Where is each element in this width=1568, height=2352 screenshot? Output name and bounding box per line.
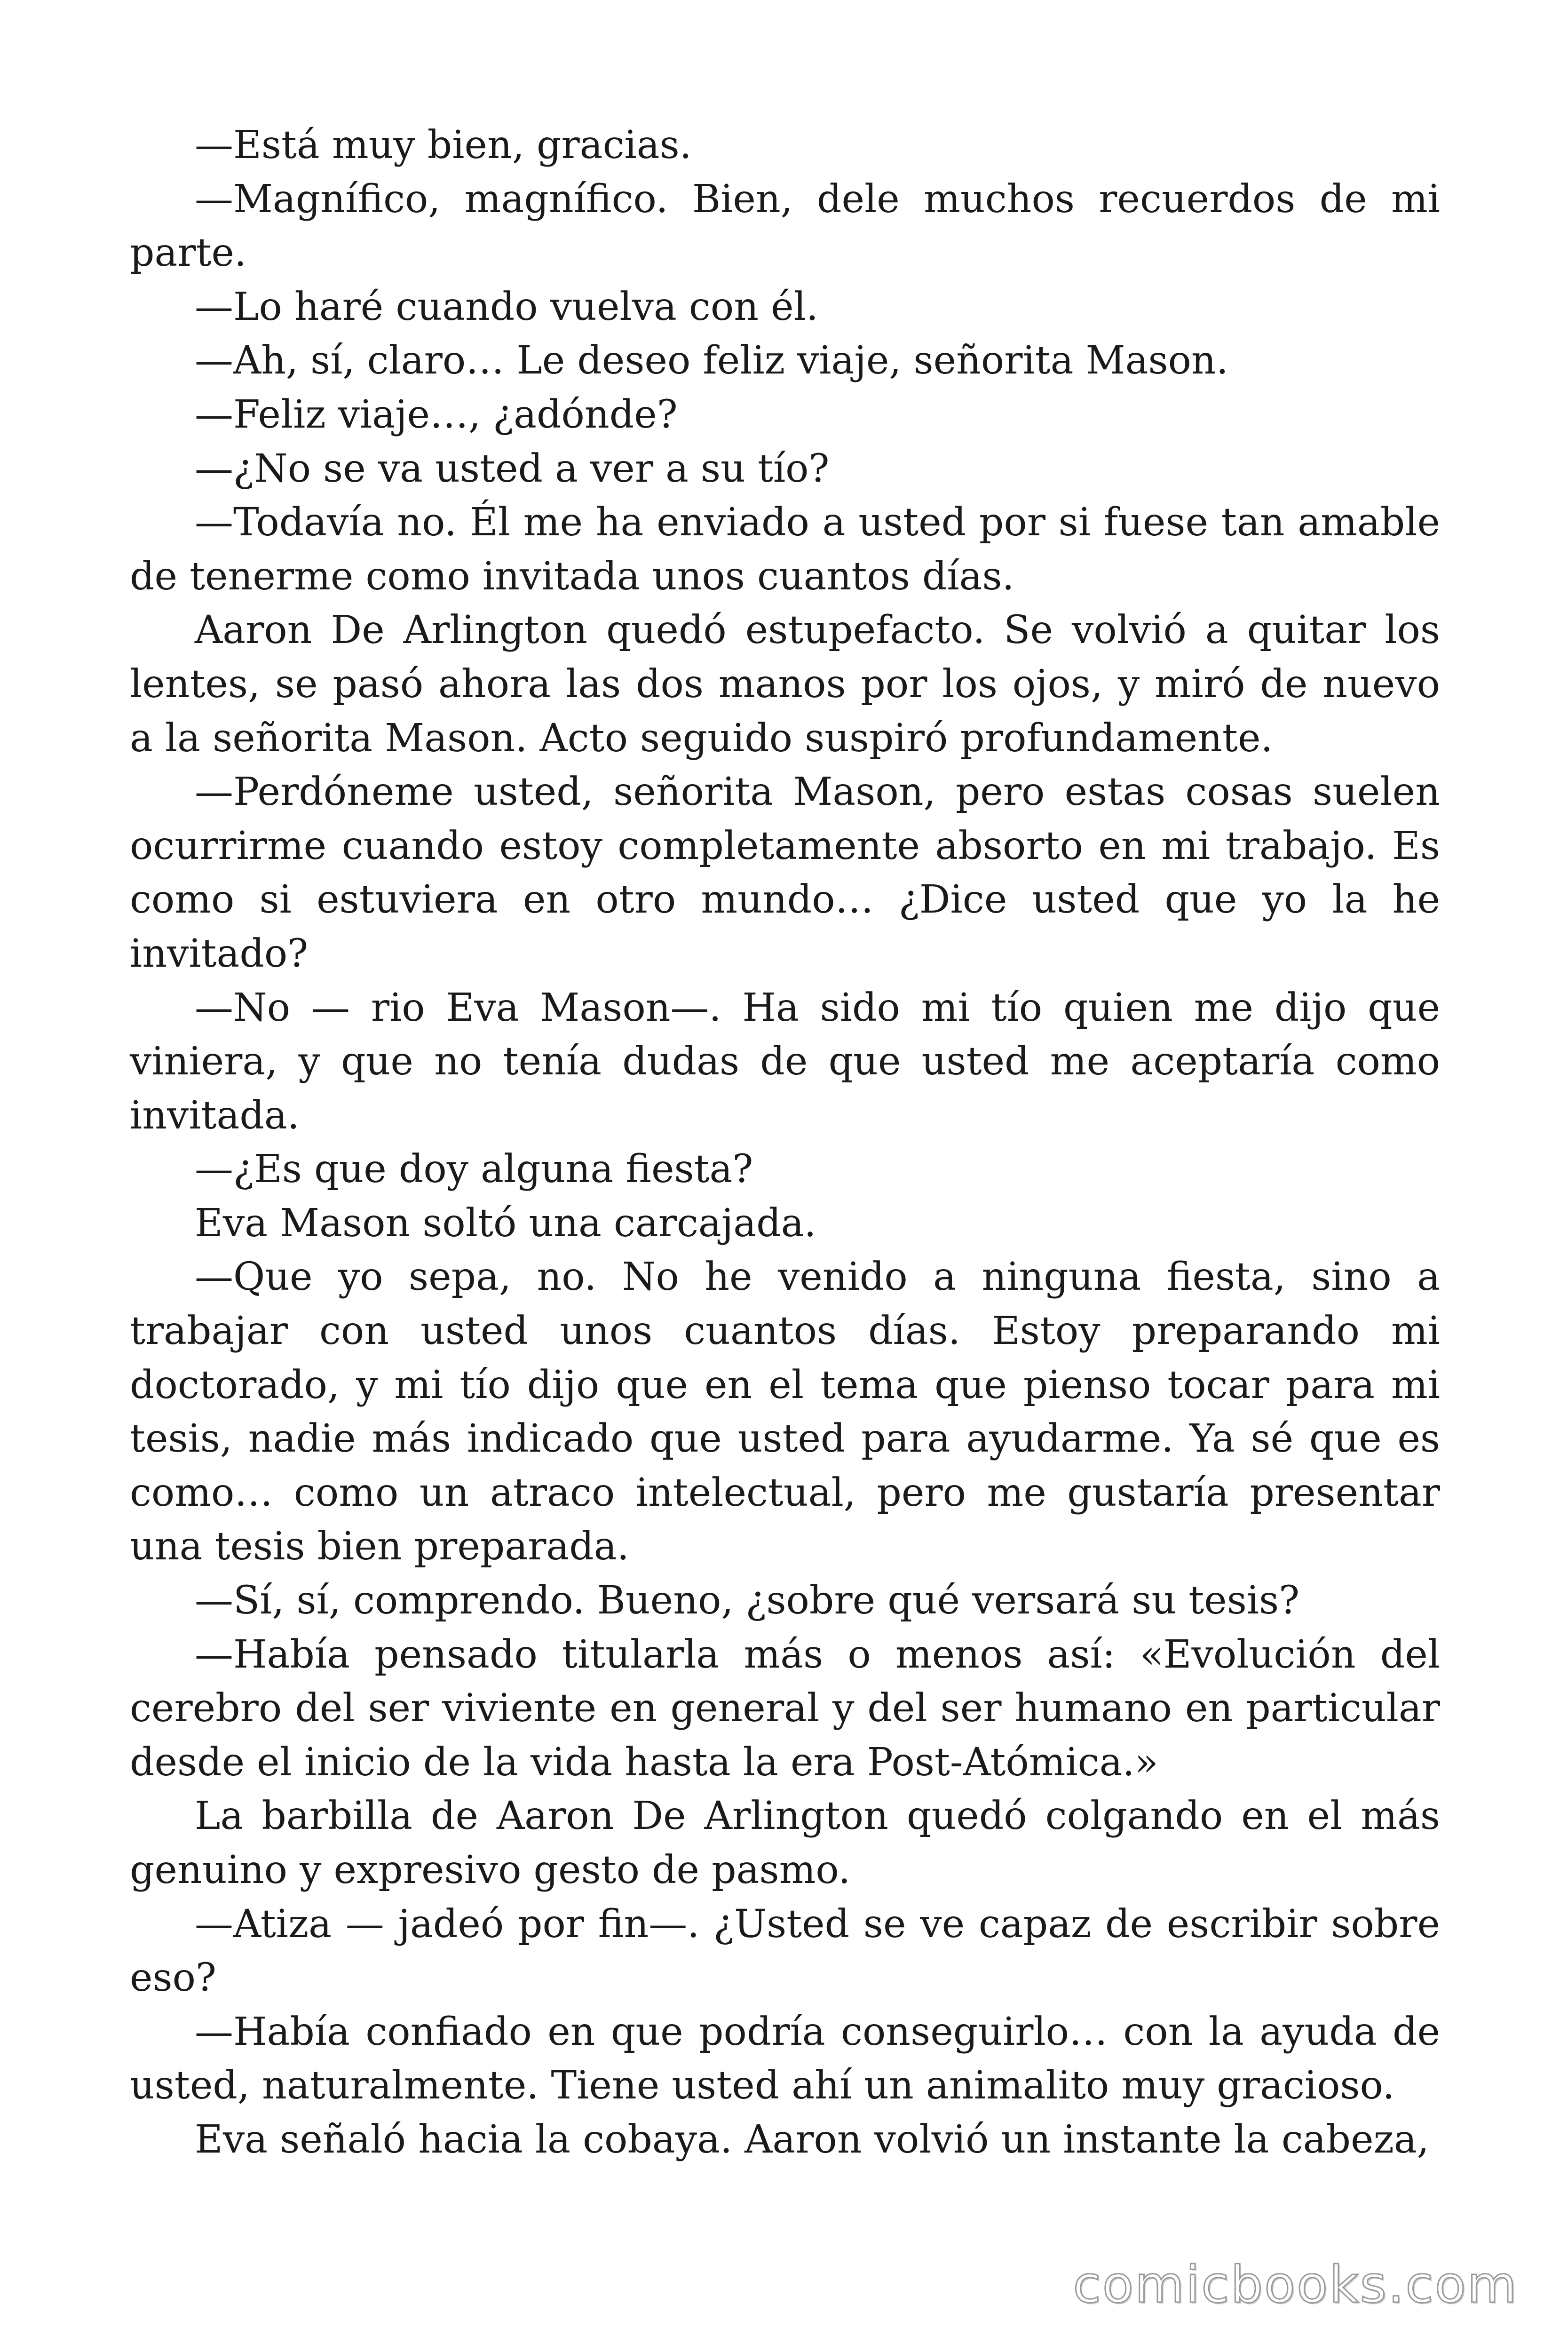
paragraph: —¿No se va usted a ver a su tío? — [195, 446, 830, 491]
paragraph: —Había confiado en que podría conseguirlo… con la ayuda de usted, naturalmente. Tiene usted ahí un animalito muy gracioso. — [130, 2009, 1440, 2108]
paragraph: —Había pensado titularla más o menos así: «Evolución del cerebro del ser viviente en general y del ser humano en particular desde el inicio de la vida hasta la era Post-Atómica.» — [130, 1632, 1440, 1785]
paragraph: La barbilla de Aaron De Arlington quedó colgando en el más genuino y expresivo gesto de pasmo. — [130, 1794, 1440, 1892]
watermark: comicbooks.com — [1073, 2256, 1518, 2314]
paragraph: —Sí, sí, comprendo. Bueno, ¿sobre qué versará su tesis? — [195, 1578, 1300, 1623]
paragraph: Aaron De Arlington quedó estupefacto. Se volvió a quitar los lentes, se pasó ahora las dos manos por los ojos, y miró de nuevo a la señorita Mason. Acto seguido suspiró profundamente. — [130, 608, 1440, 761]
paragraph: —Todavía no. Él me ha enviado a usted por si fuese tan amable de tenerme como invitada unos cuantos días. — [130, 500, 1440, 599]
paragraph: Eva señaló hacia la cobaya. Aaron volvió un instante la cabeza, — [195, 2117, 1429, 2162]
paragraph: —Feliz viaje…, ¿adónde? — [195, 392, 678, 437]
paragraph: —Lo haré cuando vuelva con él. — [195, 284, 818, 329]
paragraph: —No — rio Eva Mason—. Ha sido mi tío quien me dijo que viniera, y que no tenía dudas de que usted me aceptaría como invitada. — [130, 985, 1440, 1138]
paragraph: —Perdóneme usted, señorita Mason, pero estas cosas suelen ocurrirme cuando estoy completamente absorto en mi trabajo. Es como si estuviera en otro mundo… ¿Dice usted que yo la he invitado? — [130, 770, 1440, 976]
paragraph: —Está muy bien, gracias. — [195, 123, 692, 167]
paragraph: —Que yo sepa, no. No he venido a ninguna fiesta, sino a trabajar con usted unos cuantos días. Estoy preparando mi doctorado, y mi tío dijo que en el tema que pienso tocar para mi tesis, nadie más indicado que usted para ayudarme. Ya sé que es como… como un atraco intelectual, pero me gustaría presentar una tesis bien preparada. — [130, 1255, 1440, 1569]
page-text — [130, 119, 1440, 2167]
paragraph: —Atiza — jadeó por fin—. ¿Usted se ve capaz de escribir sobre eso? — [130, 1901, 1440, 2001]
paragraph: —Magnífico, magnífico. Bien, dele muchos recuerdos de mi parte. — [130, 176, 1440, 276]
paragraph: Eva Mason soltó una carcajada. — [195, 1200, 816, 1246]
paragraph: —¿Es que doy alguna fiesta? — [195, 1147, 753, 1192]
paragraph: —Ah, sí, claro… Le deseo feliz viaje, señorita Mason. — [195, 338, 1228, 383]
